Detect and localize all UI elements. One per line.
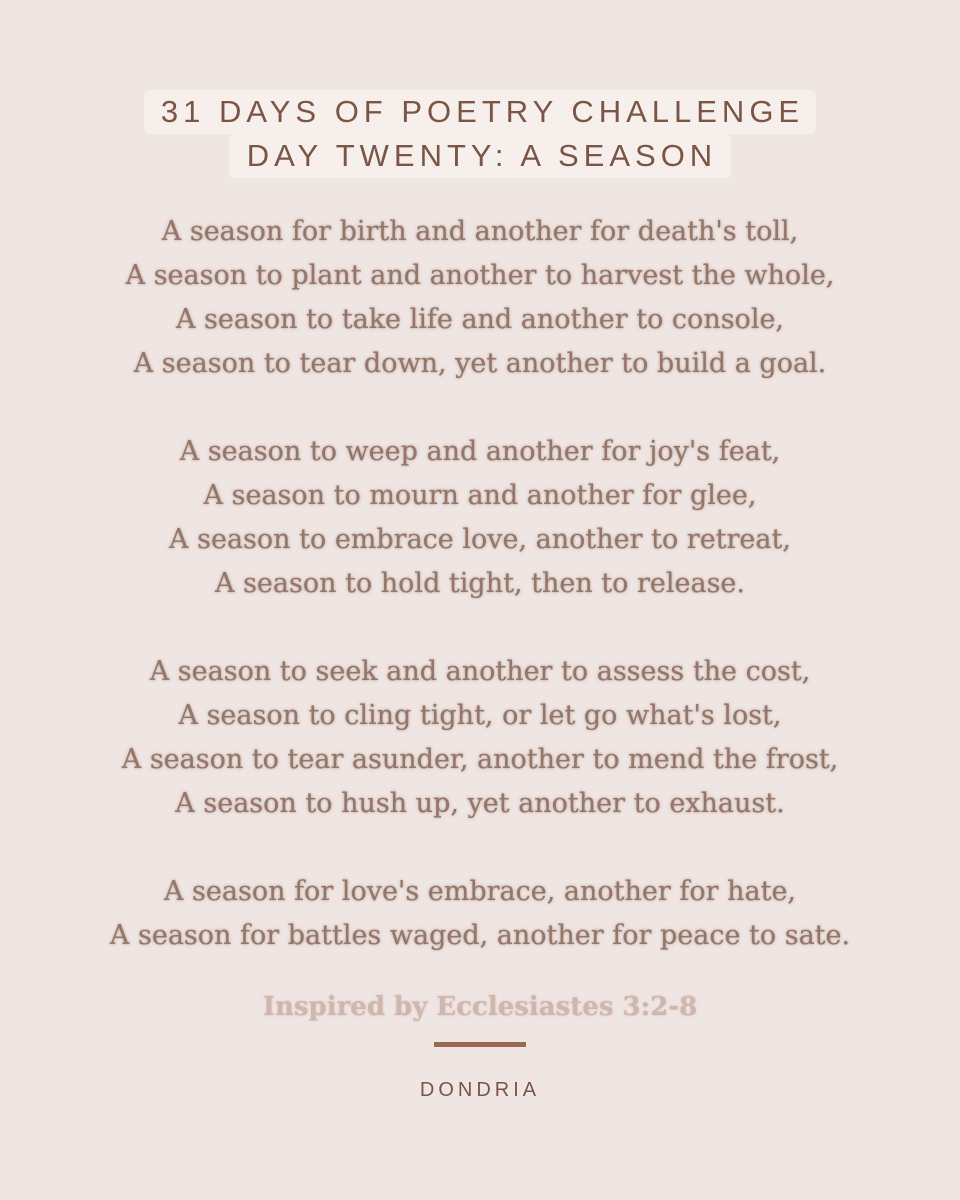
poem-line: A season to hush up, yet another to exhaust. (175, 788, 785, 819)
poem-line: A season to embrace love, another to retreat, (169, 524, 791, 555)
stanza-1 (0, 210, 960, 386)
poem-body (0, 210, 960, 1002)
stanza-3 (0, 650, 960, 826)
day-title: DAY TWENTY: A SEASON (229, 134, 731, 178)
stanza-2 (0, 430, 960, 606)
poem-line: A season to tear down, yet another to build a goal. (133, 348, 827, 379)
poem-line: A season to plant and another to harvest the whole, (125, 260, 835, 291)
title-block (0, 90, 960, 178)
poem-line: A season for love's embrace, another for hate, (163, 876, 797, 907)
poem-line: A season to take life and another to console, (175, 304, 785, 335)
poem-line: A season for birth and another for death's toll, (161, 216, 799, 247)
author-name: DONDRIA (419, 1079, 541, 1101)
poem-line: A season to seek and another to assess the cost, (149, 656, 811, 687)
stanza-4 (0, 870, 960, 958)
poem-line: A season to hold tight, then to release. (215, 568, 745, 599)
poem-line: A season for battles waged, another for peace to sate. (109, 920, 851, 951)
inspiration-credit: Inspired by Ecclesiastes 3:2-8 (262, 992, 698, 1022)
poem-line: A season to weep and another for joy's feat, (179, 436, 781, 467)
poem-line: A season to tear asunder, another to mend the frost, (121, 744, 839, 775)
divider (434, 1042, 526, 1047)
challenge-title: 31 DAYS OF POETRY CHALLENGE (144, 90, 816, 134)
poem-line: A season to mourn and another for glee, (203, 480, 757, 511)
poem-line: A season to cling tight, or let go what's lost, (178, 700, 782, 731)
